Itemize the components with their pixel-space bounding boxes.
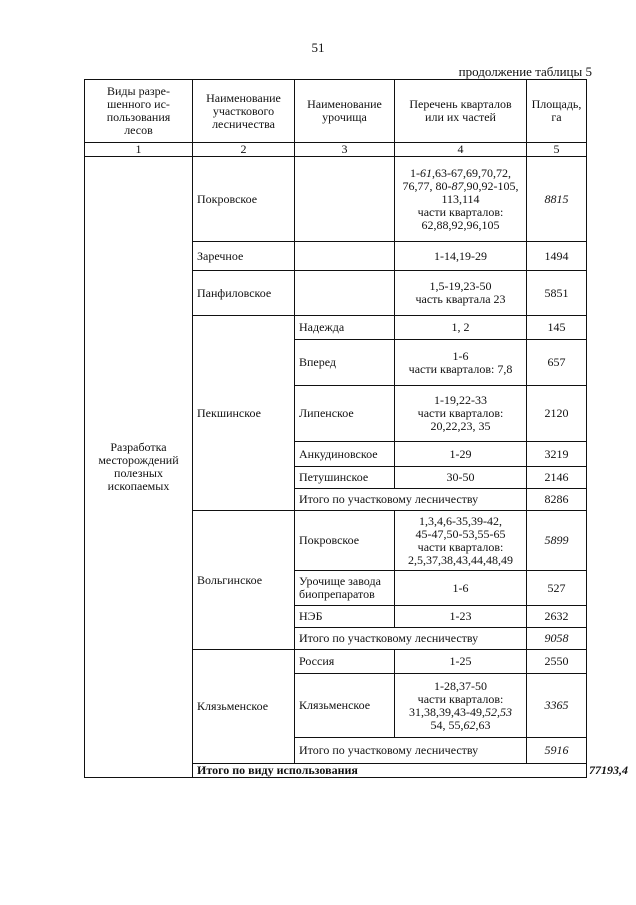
subtotal-area: 9058 xyxy=(527,628,587,650)
tract-name: Клязьменское xyxy=(295,674,395,738)
tract-name: Петушинское xyxy=(295,467,395,489)
header-tract: Наименование урочища xyxy=(295,80,395,143)
forestry-name: Панфиловское xyxy=(193,271,295,316)
area-cell: 145 xyxy=(527,316,587,340)
subtotal-label: Итого по участковому лесничеству xyxy=(295,738,527,764)
tract-name: Анкудиновское xyxy=(295,442,395,467)
subtotal-label: Итого по участковому лесничеству xyxy=(295,628,527,650)
quarters-cell: 1-29 xyxy=(395,442,527,467)
tract-name: Вперед xyxy=(295,340,395,386)
quarters-cell: 1,5-19,23-50 часть квартала 23 xyxy=(395,271,527,316)
header-quarters: Перечень кварталов или их частей xyxy=(395,80,527,143)
quarters-cell: 1, 2 xyxy=(395,316,527,340)
tract-name: Надежда xyxy=(295,316,395,340)
subtotal-label: Итого по участковому лесничеству xyxy=(295,489,527,511)
forest-use-table xyxy=(84,79,628,778)
area-cell: 2632 xyxy=(527,606,587,628)
area-cell: 2550 xyxy=(527,650,587,674)
column-number: 5 xyxy=(527,143,587,157)
tract-name xyxy=(295,157,395,242)
quarters-cell: 1-14,19-29 xyxy=(395,242,527,271)
forestry-name: Клязьменское xyxy=(193,650,295,764)
tract-name: Россия xyxy=(295,650,395,674)
tract-name: Покровское xyxy=(295,511,395,571)
area-cell: 527 xyxy=(527,571,587,606)
tract-name: Липенское xyxy=(295,386,395,442)
use-type-cell: Разработка месторождений полезных ископаемых xyxy=(85,157,193,778)
area-cell: 8815 xyxy=(527,157,587,242)
area-cell: 1494 xyxy=(527,242,587,271)
quarters-cell: 1-25 xyxy=(395,650,527,674)
area-cell: 5851 xyxy=(527,271,587,316)
forestry-name: Пекшинское xyxy=(193,316,295,511)
header-forestry: Наименование участкового лесничества xyxy=(193,80,295,143)
column-number: 3 xyxy=(295,143,395,157)
grand-total-row: Итого по виду использования 77193,4 xyxy=(85,764,587,778)
tract-name: НЭБ xyxy=(295,606,395,628)
forestry-name: Заречное xyxy=(193,242,295,271)
quarters-cell: 1-19,22-33 части кварталов: 20,22,23, 35 xyxy=(395,386,527,442)
grand-total-label: Итого по виду использования xyxy=(193,764,587,778)
tract-name: Урочище завода биопрепаратов xyxy=(295,571,395,606)
quarters-cell: 30-50 xyxy=(395,467,527,489)
quarters-cell: 1-6 xyxy=(395,571,527,606)
page-number: 51 xyxy=(311,40,325,55)
quarters-cell: 1-61,63-67,69,70,72, 76,77, 80-87,90,92-105, 113,114 части кварталов: 62,88,92,96,105 xyxy=(395,157,527,242)
area-cell: 5899 xyxy=(527,511,587,571)
area-cell: 2120 xyxy=(527,386,587,442)
area-cell: 657 xyxy=(527,340,587,386)
area-cell: 3219 xyxy=(527,442,587,467)
column-number: 2 xyxy=(193,143,295,157)
forestry-name: Покровское xyxy=(193,157,295,242)
quarters-cell: 1-23 xyxy=(395,606,527,628)
quarters-cell: 1-28,37-50 части кварталов: 31,38,39,43-49,52,53 54, 55,62,63 xyxy=(395,674,527,738)
column-numbers-row xyxy=(85,143,587,157)
tract-name xyxy=(295,242,395,271)
subtotal-area: 8286 xyxy=(527,489,587,511)
forestry-name: Вольгинское xyxy=(193,511,295,650)
header-use-type: Виды разре- шенного ис- пользования лесов xyxy=(85,80,193,143)
header-row xyxy=(85,80,587,143)
quarters-cell: 1,3,4,6-35,39-42, 45-47,50-53,55-65 части кварталов: 2,5,37,38,43,44,48,49 xyxy=(395,511,527,571)
continuation-note: продолжение таблицы 5 xyxy=(458,64,592,79)
table-row xyxy=(85,157,587,242)
column-number: 4 xyxy=(395,143,527,157)
column-number: 1 xyxy=(85,143,193,157)
quarters-cell: 1-6 части кварталов: 7,8 xyxy=(395,340,527,386)
tract-name xyxy=(295,271,395,316)
area-cell: 3365 xyxy=(527,674,587,738)
header-area: Площадь, га xyxy=(527,80,587,143)
subtotal-area: 5916 xyxy=(527,738,587,764)
area-cell: 2146 xyxy=(527,467,587,489)
